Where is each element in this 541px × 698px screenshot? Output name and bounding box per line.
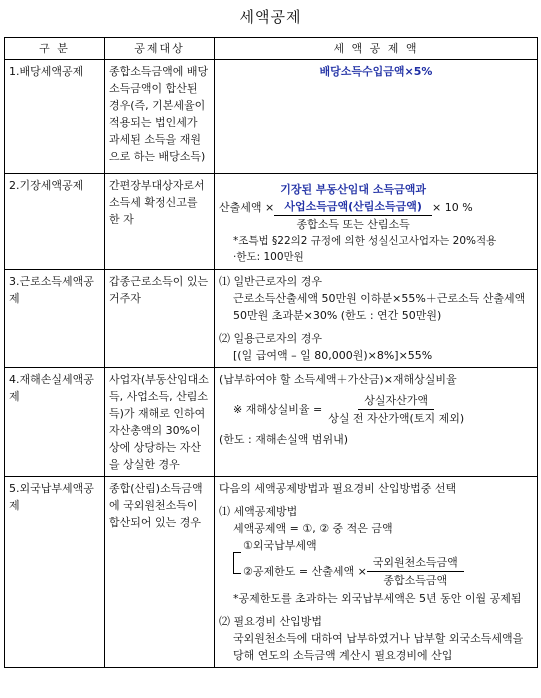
row-amount [215,367,538,476]
bookkeeping-limit: ·한도: 100만원 [233,251,304,264]
row-target: 종합(산림)소득금액에 국외원천소득이 합산되어 있는 경우 [105,477,215,667]
expense-method-title: ⑵ 필요경비 산입방법 [219,614,323,628]
credit-limit-denominator: 종합소득금액 [383,574,448,588]
table-row [5,367,538,476]
daily-worker-title: ⑵ 일용근로자의 경우 [219,331,323,345]
table-header-row [5,38,538,60]
row-label: 3.근로소득세액공제 [5,269,105,367]
credit-method-line: 세액공제액 = ①, ② 중 적은 금액 [233,522,393,536]
header-target: 공제대상 [105,38,215,60]
foreign-tax-paid: ①외국납부세액 [243,539,317,553]
row-target: 사업자(부동산임대소득, 사업소득, 산림소득)가 재해로 인하여 자산총액의 30%이상에 상당하는 자산을 상실한 경우 [105,367,215,476]
disaster-formula: (납부하여야 할 소득세액＋가산금)×재해상실비율 [219,372,457,386]
ratio-numerator: 상실자산가액 [358,392,434,410]
row-amount [215,174,538,270]
credit-limit-numerator: 국외원천소득금액 [367,554,464,572]
regular-worker-formula: 근로소득산출세액 50만원 이하분×55%＋근로소득 산출세액 50만원 초과분×30% (한도 : 연간 50만원) [233,291,526,322]
row-target: 종합소득금액에 배당소득금액이 합산된 경우(즉, 기본세율이 적용되는 법인세가 과세된 소득을 재원으로 하는 배당소득) [105,60,215,174]
bookkeeping-formula [219,181,533,233]
bookkeeping-note: *조특법 §22의2 규정에 의한 성실신고사업자는 20%적용 [233,235,497,248]
disaster-limit: (한도 : 재해손실액 범위내) [219,433,349,447]
foreign-intro: 다음의 세액공제방법과 필요경비 산입방법중 선택 [219,482,457,496]
regular-worker-title: ⑴ 일반근로자의 경우 [219,274,323,288]
row-label: 4.재해손실세액공제 [5,367,105,476]
row-label: 5.외국납부세액공제 [5,477,105,667]
credit-limit-prefix: ②공제한도 = 산출세액 × [243,565,367,579]
credit-method-options [219,537,533,589]
tax-credit-table [4,37,538,668]
row-target: 갑종근로소득이 있는 거주자 [105,269,215,367]
credit-limit-formula [243,554,464,589]
expense-method-body: 국외원천소득에 대하여 납부하였거나 납부할 외국소득세액을 당해 연도의 소득금액 계산시 필요경비에 산입 [233,631,524,662]
row-label: 1.배당세액공제 [5,60,105,174]
formula-suffix: × 10 % [432,200,473,214]
page-title: 세액공제 [239,8,302,26]
dividend-formula: 배당소득수입금액×5% [319,65,433,79]
fraction-numerator-line2: 사업소득금액(산림소득금액) [284,200,422,214]
header-amount: 세 액 공 제 액 [215,38,538,60]
formula-prefix: 산출세액 × [219,200,275,214]
credit-method-title: ⑴ 세액공제방법 [219,505,298,519]
table-row [5,269,538,367]
header-category: 구 분 [5,38,105,60]
table-row [5,174,538,270]
row-amount [215,477,538,667]
ratio-denominator: 상실 전 자산가액(토지 제외) [328,412,465,426]
ratio-label: ※ 재해상실비율 = [233,403,323,417]
fraction-numerator-line1: 기장된 부동산임대 소득금액과 [280,183,427,197]
row-label: 2.기장세액공제 [5,174,105,270]
row-amount [215,269,538,367]
row-target: 간편장부대상자로서 소득세 확정신고를 한 자 [105,174,215,270]
table-row [5,60,538,174]
brace-bracket [233,552,241,574]
ratio-fraction [322,392,470,427]
disaster-ratio [219,392,533,427]
carryover-note: *공제한도를 초과하는 외국납부세액은 5년 동안 이월 공제됨 [233,591,522,605]
formula-fraction [274,181,432,233]
table-row [5,477,538,667]
daily-worker-formula: [(일 급여액 – 일 80,000원)×8%]×55% [233,348,433,362]
credit-limit-fraction [367,554,464,589]
fraction-denominator: 종합소득 또는 산림소득 [296,218,410,232]
row-amount [215,60,538,174]
